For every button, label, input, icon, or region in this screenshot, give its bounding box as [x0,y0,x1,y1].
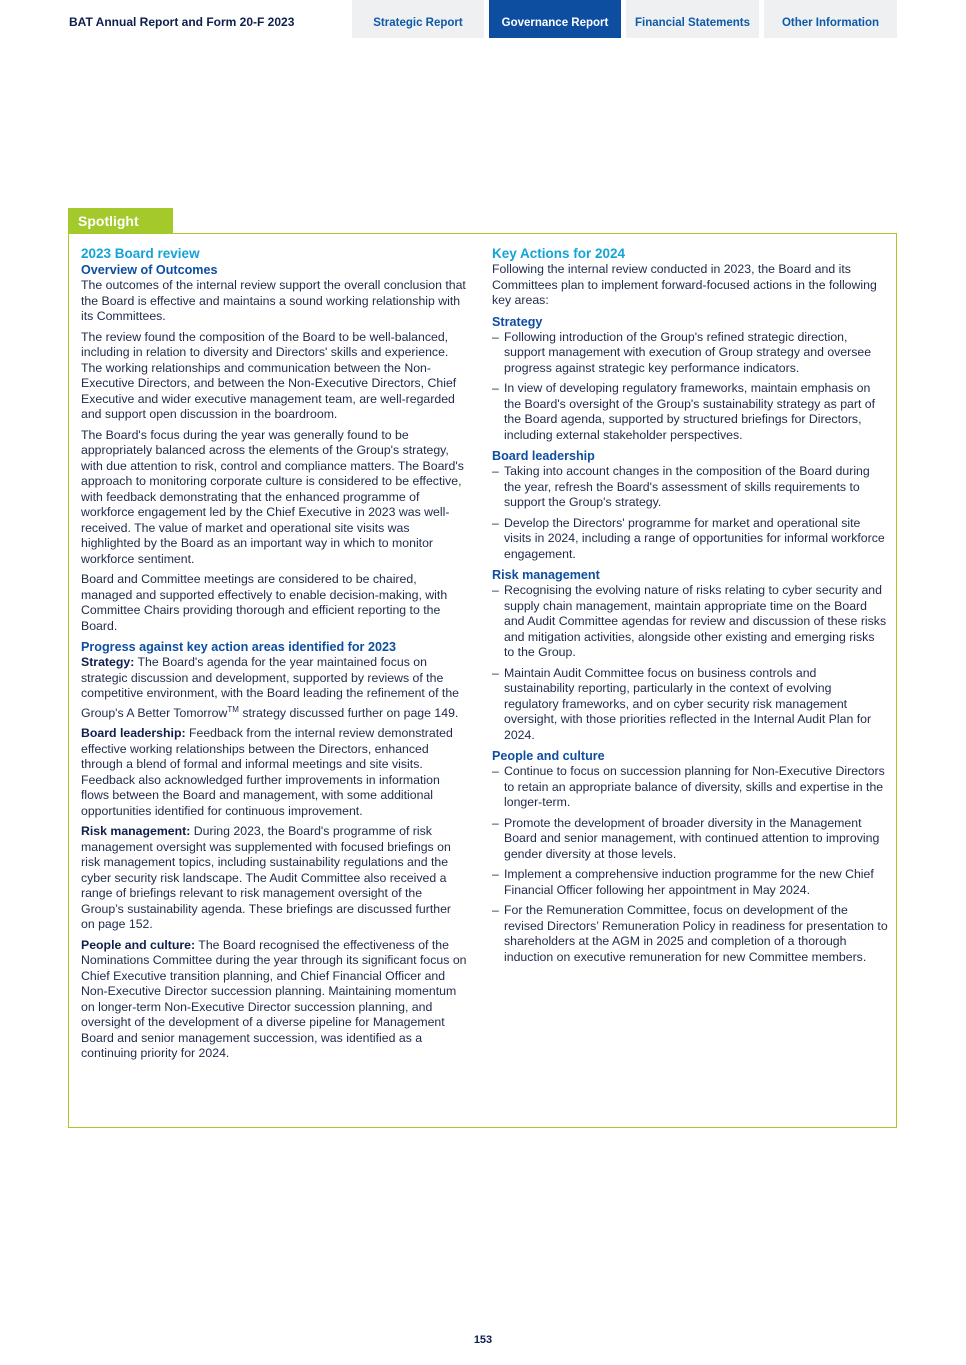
section-heading-board-leadership: Board leadership [492,449,595,463]
page-number: 153 [473,1334,493,1346]
progress-text: During 2023, the Board's programme of risk management oversight was supplemented with focused briefings on risk management topics, including sustainability regulations and the cyber security risk landscape. The Audit Committee also received a range of briefings relevant to risk management oversight of the Group’s sustainability agenda. These briefings are discussed further on page 152. [81,824,452,932]
action-item: – Following introduction of the Group's refined strategic direction, support management with execution of Group strategy and oversee progress against strategic key performance indicators. [492,330,888,377]
action-item: – Continue to focus on succession planning for Non-Executive Directors to retain an appropriate balance of diversity, skills and expertise in the longer-term. [492,764,888,811]
overview-paragraph: The Board's focus during the year was generally found to be appropriately balanced across the elements of the Group's strategy, with due attention to risk, control and compliance matters. The Board's approach to monitoring corporate culture is considered to be effective, with feedback demonstrating that the enhanced programme of workforce engagement led by the Chief Executive in 2023 was well-received. The value of market and operational site visits was highlighted by the Board as an important way in which to monitor workforce sentiment. [81,427,464,566]
overview-paragraph: The review found the composition of the Board to be well-balanced, including in relation to diversity and Directors' skills and experience. The working relationships and communication between the Non-Executive Directors, and between the Non-Executive Directors, Chief Executive and wider executive management team, are well-regarded and support open discussion in the boardroom. [81,329,457,421]
progress-label: Board leadership: [81,726,186,741]
progress-label: Risk management: [81,824,191,839]
overview-paragraph: Board and Committee meetings are considered to be chaired, managed and supported effectively to enable decision-making, with Committee Chairs providing thorough and efficient reporting to the Board. [81,572,448,633]
progress-text: Feedback from the internal review demonstrated effective working relationships between the Directors, enhanced through a blend of formal and informal meetings and site visits. Feedback also acknowledged further improvements in information flows between the Board and management, with some additional opportunities identified for continuous improvement. [81,726,453,818]
action-item: – Maintain Audit Committee focus on business controls and sustainability reporting, particularly in the context of evolving regulatory frameworks, and on cyber security risk management oversight, with those priorities reflected in the Internal Audit Plan for 2024. [492,666,888,744]
right-column [492,246,888,970]
key-actions-title: Key Actions for 2024 [492,246,626,261]
section-heading-strategy: Strategy [492,314,543,329]
progress-item-board-leadership [81,726,468,819]
action-item: – For the Remuneration Committee, focus on development of the revised Directors’ Remuneration Policy in readiness for presentation to shareholders at the AGM in 2025 and completion of a thorough induction on executive remuneration for new Committee members. [492,903,888,965]
tab-strategic-report[interactable]: Strategic Report [352,0,484,38]
progress-label: People and culture: [81,937,196,952]
trademark-symbol: TM [227,704,239,714]
board-review-title: 2023 Board review [81,246,200,261]
action-list [492,764,888,965]
progress-text: strategy discussed further on page 149. [238,705,459,720]
section-heading-risk-management: Risk management [492,568,600,582]
progress-text: The Board's agenda for the year maintained focus on strategic discussion and development, supported by reviews of the competitive environment, with the Board leading the refinement of the Group's A Better Tomorrow [81,655,460,720]
section-heading-people-culture: People and culture [492,749,605,763]
tab-governance-report[interactable]: Governance Report [489,0,621,38]
overview-paragraph: The outcomes of the internal review support the overall conclusion that the Board is effective and maintains a sound working relationship with its Committees. [81,278,466,323]
action-item: – Implement a comprehensive induction programme for the new Chief Financial Officer following her appointment in May 2024. [492,867,888,898]
progress-heading: Progress against key action areas identified for 2023 [81,640,396,654]
action-list [492,583,888,743]
action-item: – Taking into account changes in the composition of the Board during the year, refresh the Board's assessment of skills requirements to support the Group's strategy. [492,464,888,511]
progress-label: Strategy: [81,655,135,669]
left-column [81,246,468,1067]
progress-item-strategy [81,655,468,721]
tab-other-information[interactable]: Other Information [764,0,897,38]
action-item: – In view of developing regulatory frameworks, maintain emphasis on the Board's oversight of the Group's sustainability strategy as part of the Board agenda, supported by structured briefings for Directors, including external stakeholder perspectives. [492,381,888,443]
progress-item-risk-management [81,824,468,933]
action-list [492,330,888,444]
overview-heading: Overview of Outcomes [81,263,218,277]
action-item: – Develop the Directors' programme for market and operational site visits in 2024, including a range of opportunities for informal workforce engagement. [492,516,888,563]
report-title: BAT Annual Report and Form 20-F 2023 [69,15,295,29]
progress-item-people-culture [81,938,468,1062]
progress-text: The Board recognised the effectiveness of the Nominations Committee during the year through its significant focus on Chief Executive transition planning, and Chief Financial Officer and Non-Executive Director succession planning. Maintaining momentum on longer-term Non-Executive Director succession planning, and oversight of the development of a diverse pipeline for Management Board and senior management succession, was identified as a continuing priority for 2024. [81,937,467,1061]
action-item: – Promote the development of broader diversity in the Management Board and senior management, with continued attention to improving gender diversity at those levels. [492,816,888,863]
spotlight-label: Spotlight [68,208,173,234]
tab-financial-statements[interactable]: Financial Statements [626,0,759,38]
key-actions-intro: Following the internal review conducted in 2023, the Board and its Committees plan to implement forward-focused actions in the following key areas: [492,262,877,307]
action-item: – Recognising the evolving nature of risks relating to cyber security and supply chain management, maintain appropriate time on the Board and Audit Committee agendas for review and discussion of these risks and mitigation activities, alongside other existing and emerging risks to the Group. [492,583,888,661]
action-list [492,464,888,562]
